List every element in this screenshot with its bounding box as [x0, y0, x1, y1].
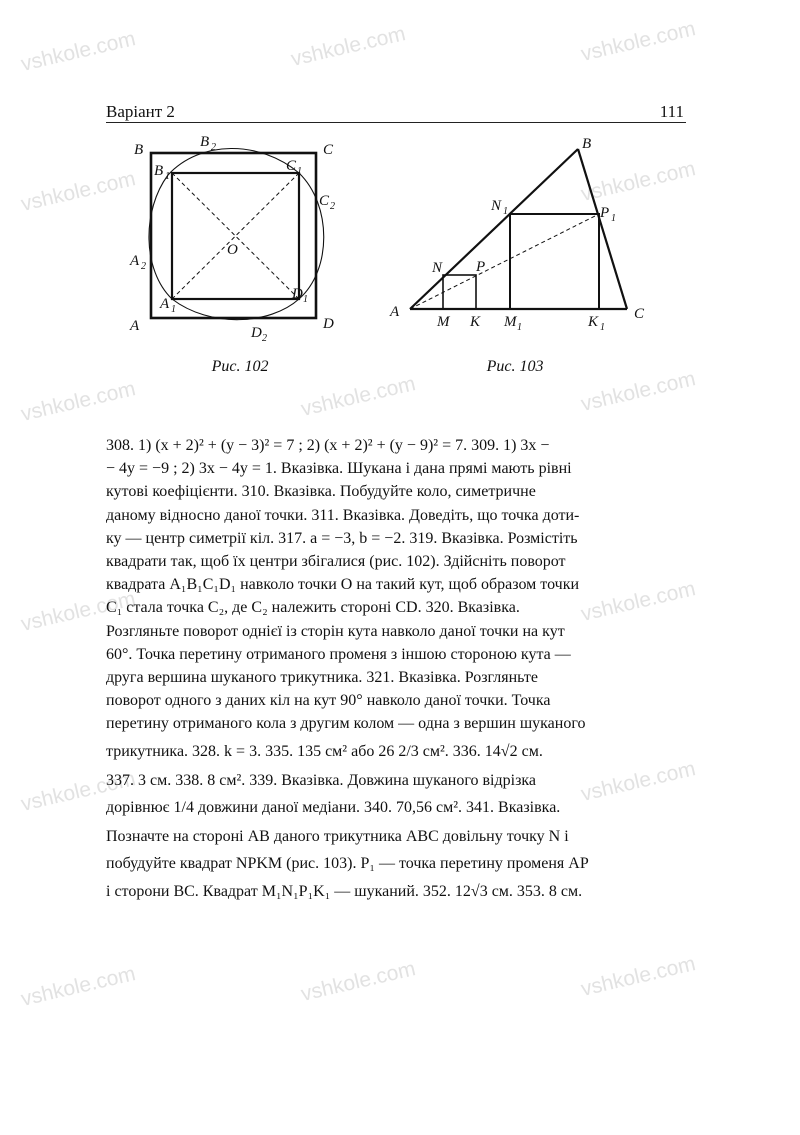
label-N: N — [432, 260, 443, 276]
watermark: vshkole.com — [18, 587, 138, 636]
label-K1-sub: 1 — [600, 322, 605, 333]
page-header — [106, 102, 686, 123]
answer-line: 337. 3 см. 338. 8 см². 339. Вказівка. Довжина шуканого відрізка — [106, 771, 537, 789]
answer-line: квадрата A₁B₁C₁D₁ навколо точки O на такий кут, щоб образом точки — [106, 576, 580, 594]
watermark: vshkole.com — [18, 962, 138, 1011]
answer-line: даному відносно даної точки. 311. Вказівка. Доведіть, що точка доти- — [106, 506, 580, 524]
answer-line: поворот одного з даних кіл на кут 90° навколо даної точки. Точка — [106, 692, 551, 710]
label-K: K — [470, 314, 481, 330]
watermark: vshkole.com — [578, 952, 698, 1001]
label-A: A — [130, 318, 140, 334]
answer-line: − 4y = −9 ; 2) 3x − 4y = 1. Вказівка. Шукана і дана прямі мають рівні — [106, 460, 572, 478]
answers-block — [106, 434, 686, 903]
watermark: vshkole.com — [578, 17, 698, 66]
label-D: D — [323, 316, 334, 332]
label-B: B — [134, 142, 144, 158]
watermark: vshkole.com — [578, 367, 698, 416]
label-C: C — [323, 142, 334, 158]
label-M1: M — [504, 314, 517, 330]
variant-title: Варіант 2 — [106, 102, 175, 121]
label-D2: D — [251, 325, 262, 341]
square-m1n1p1k1 — [510, 214, 599, 309]
answer-line: 60°. Точка перетину отриманого променя з іншою стороною кута — — [106, 645, 571, 663]
label-P: P — [476, 259, 486, 275]
caption-fig-103: Рис. 103 — [486, 358, 544, 375]
watermark: vshkole.com — [298, 372, 418, 421]
square-npkm — [443, 275, 476, 309]
watermark: vshkole.com — [18, 767, 138, 816]
answer-line: дорівнює 1/4 довжини даної медіани. 340. 70,56 см². 341. Вказівка. — [106, 799, 561, 817]
answer-line: ку — центр симетрії кіл. 317. a = −3, b = −2. 319. Вказівка. Розмістіть — [106, 529, 578, 547]
label-C1-sub: 1 — [297, 166, 302, 177]
watermark: vshkole.com — [18, 167, 138, 216]
label-N1-sub: 1 — [503, 206, 508, 217]
answer-line: перетину отриманого кола з другим колом — одна з вершин шуканого — [106, 715, 586, 733]
watermark: vshkole.com — [578, 577, 698, 626]
label-B1: B — [154, 163, 164, 179]
label-A2-sub: 2 — [141, 261, 146, 272]
answer-line: Позначте на стороні AB даного трикутника ABC довільну точку N і — [106, 828, 569, 846]
side-ab — [410, 149, 578, 309]
label-A2: A — [130, 253, 140, 269]
watermark: vshkole.com — [578, 157, 698, 206]
watermark: vshkole.com — [18, 27, 138, 76]
label-D1: D — [292, 286, 303, 302]
label-M1-sub: 1 — [517, 322, 522, 333]
label-O: O — [227, 242, 238, 258]
label-B: B — [582, 136, 592, 152]
label-A1-sub: 1 — [171, 304, 176, 315]
label-C: C — [634, 306, 645, 322]
answer-line: 308. 1) (x + 2)² + (y − 3)² = 7 ; 2) (x + 2)² + (y − 9)² = 7. 309. 1) 3x − — [106, 437, 550, 454]
label-A1: A — [160, 296, 170, 312]
page-number: 111 — [659, 102, 684, 121]
label-M: M — [437, 314, 450, 330]
side-bc — [578, 149, 627, 309]
answer-line: друга вершина шуканого трикутника. 321. Вказівка. Розгляньте — [106, 669, 538, 687]
label-C2: C — [319, 193, 330, 209]
figure-102 — [120, 130, 350, 345]
label-D2-sub: 2 — [262, 333, 267, 344]
answer-line: Розгляньте поворот однієї із сторін кута навколо даної точки на кут — [106, 622, 565, 640]
answer-line: квадрати так, щоб їх центри збігалися (рис. 102). Здійсніть поворот — [106, 553, 566, 571]
caption-fig-102: Рис. 102 — [211, 358, 269, 375]
answer-line: і сторони BC. Квадрат M₁N₁P₁K₁ — шуканий. 352. 12√3 см. 353. 8 см. — [106, 882, 583, 900]
figure-103 — [380, 130, 655, 335]
answer-line: кутові коефіцієнти. 310. Вказівка. Побудуйте коло, симетричне — [106, 483, 536, 501]
watermark: vshkole.com — [18, 377, 138, 426]
label-B2-sub: 2 — [211, 142, 216, 153]
label-B1-sub: 1 — [165, 171, 170, 182]
label-C2-sub: 2 — [330, 201, 335, 212]
label-P1-sub: 1 — [611, 213, 616, 224]
answer-line: побудуйте квадрат NPKM (рис. 103). P₁ — точка перетину променя AP — [106, 855, 589, 873]
answer-line: трикутника. 328. k = 3. 335. 135 см² або 26 2/3 см². 336. 14√2 см. — [106, 742, 543, 760]
label-N1: N — [491, 198, 502, 214]
answer-line: C₁ стала точка C₂, де C₂ належить стороні CD. 320. Вказівка. — [106, 599, 520, 617]
label-D1-sub: 1 — [303, 294, 308, 305]
label-B2: B — [200, 134, 210, 150]
watermark: vshkole.com — [288, 22, 408, 71]
label-C1: C — [286, 158, 297, 174]
label-P1: P — [600, 205, 610, 221]
label-K1: K — [588, 314, 599, 330]
watermark: vshkole.com — [298, 957, 418, 1006]
watermark: vshkole.com — [578, 757, 698, 806]
label-A: A — [390, 304, 400, 320]
